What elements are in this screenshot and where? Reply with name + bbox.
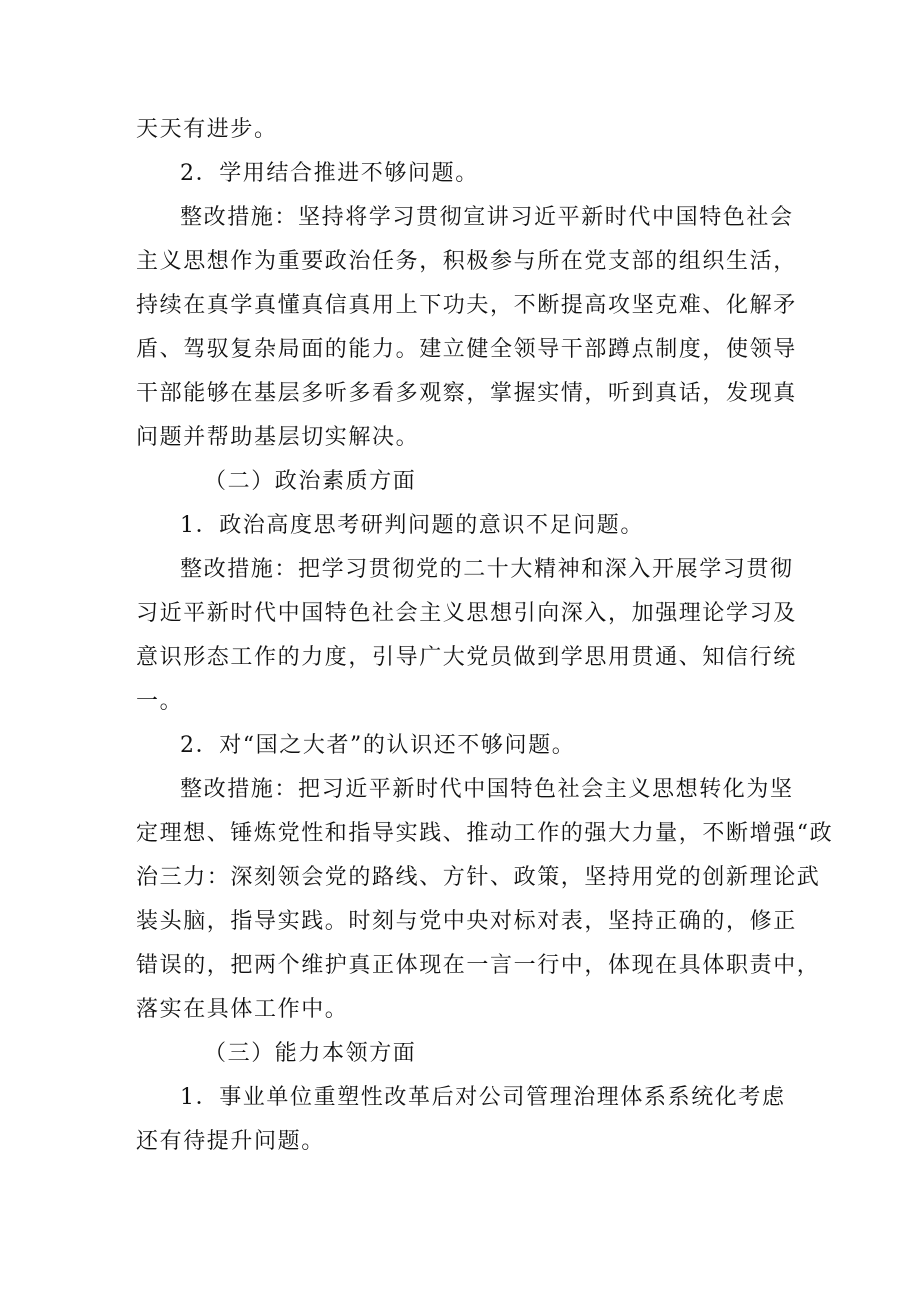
paragraph-line: 还有待提升问题。 bbox=[136, 1129, 325, 1154]
item-heading: 2．学用结合推进不够问题。 bbox=[180, 161, 479, 186]
item-heading: 2．对“国之大者”的认识还不够问题。 bbox=[180, 733, 576, 758]
paragraph-line: 落实在具体工作中。 bbox=[136, 997, 349, 1022]
paragraph-line: 持续在真学真懂真信真用上下功夫，不断提高攻坚克难、化解矛 bbox=[136, 293, 797, 318]
paragraph-line: 定理想、锤炼党性和指导实践、推动工作的强大力量，不断增强“政 bbox=[136, 821, 834, 846]
paragraph-line: 治三力：深刻领会党的路线、方针、政策，坚持用党的创新理论武 bbox=[136, 865, 821, 890]
paragraph-line: 整改措施：坚持将学习贯彻宣讲习近平新时代中国特色社会 bbox=[180, 205, 794, 230]
paragraph-line: 整改措施：把学习贯彻党的二十大精神和深入开展学习贯彻 bbox=[180, 557, 794, 582]
item-heading: 1．政治高度思考研判问题的意识不足问题。 bbox=[180, 513, 644, 538]
paragraph-line: 习近平新时代中国特色社会主义思想引向深入，加强理论学习及 bbox=[136, 601, 797, 626]
paragraph-line: 一。 bbox=[136, 689, 184, 714]
section-heading: （二）政治素质方面 bbox=[204, 469, 417, 494]
paragraph-line: 问题并帮助基层切实解决。 bbox=[136, 425, 420, 450]
paragraph-line: 装头脑，指导实践。时刻与党中央对标对表，坚持正确的，修正 bbox=[136, 909, 797, 934]
paragraph-line: 干部能够在基层多听多看多观察，掌握实情，听到真话，发现真 bbox=[136, 381, 797, 406]
paragraph-line: 主义思想作为重要政治任务，积极参与所在党支部的组织生活， bbox=[136, 249, 797, 274]
paragraph-line: 整改措施：把习近平新时代中国特色社会主义思想转化为坚 bbox=[180, 777, 794, 802]
paragraph-line: 盾、驾驭复杂局面的能力。建立健全领导干部蹲点制度，使领导 bbox=[136, 337, 797, 362]
item-heading: 1．事业单位重塑性改革后对公司管理治理体系系统化考虑 bbox=[180, 1085, 786, 1110]
paragraph-line: 错误的，把两个维护真正体现在一言一行中，体现在具体职责中， bbox=[136, 953, 821, 978]
paragraph-line: 天天有进步。 bbox=[136, 117, 278, 142]
paragraph-line: 意识形态工作的力度，引导广大党员做到学思用贯通、知信行统 bbox=[136, 645, 797, 670]
section-heading: （三）能力本领方面 bbox=[204, 1041, 417, 1066]
